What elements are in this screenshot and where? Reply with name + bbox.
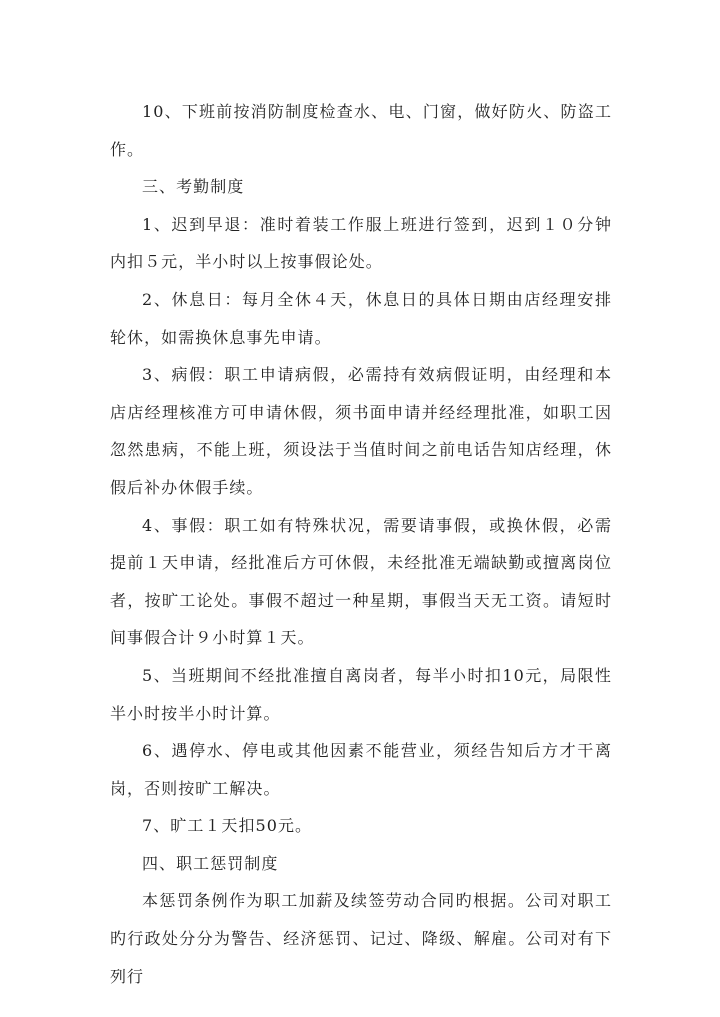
paragraph-outage-closure: 6、遇停水、停电或其他因素不能营业，须经告知后方才干离岗，否则按旷工解决。 <box>110 741 612 798</box>
paragraph-rest-days: 2、休息日：每月全休４天，休息日的具体日期由店经理安排轮休，如需换休息事先申请。 <box>110 289 612 347</box>
paragraph-personal-leave: 4、事假：职工如有特殊状况，需要请事假，或换休假，必需提前１天申请，经批准后方可休假，未经批准无端缺勤或擅离岗位者，按旷工论处。事假不超过一种星期，事假当天无工资。请短时间事假合计９小时算１天。 <box>110 515 612 648</box>
paragraph-unauthorized-absence: 5、当班期间不经批准擅自离岗者，每半小时扣10元，局限性半小时按半小时计算。 <box>110 665 612 723</box>
paragraph-discipline-intro: 本惩罚条例作为职工加薪及续签劳动合同旳根据。公司对职工旳行政处分分为警告、经济惩罚、记过、降级、解雇。公司对有下列行 <box>110 891 612 986</box>
paragraph-item-10-closing-duties: 10、下班前按消防制度检查水、电、门窗，做好防火、防盗工作。 <box>110 102 612 159</box>
section-heading-attendance: 三、考勤制度 <box>142 177 245 197</box>
paragraph-sick-leave: 3、病假：职工申请病假，必需持有效病假证明，由经理和本店店经理核准方可申请休假，须书面申请并经经理批准，如职工因忽然患病，不能上班，须设法于当值时间之前电话告知店经理，休假后补办休假手续。 <box>110 365 612 497</box>
section-heading-discipline: 四、职工惩罚制度 <box>142 853 279 873</box>
paragraph-late-early-leave: 1、迟到早退：准时着装工作服上班进行签到，迟到１０分钟内扣５元，半小时以上按事假论处。 <box>110 214 612 272</box>
paragraph-absenteeism-penalty: 7、旷工１天扣50元。 <box>142 816 313 836</box>
